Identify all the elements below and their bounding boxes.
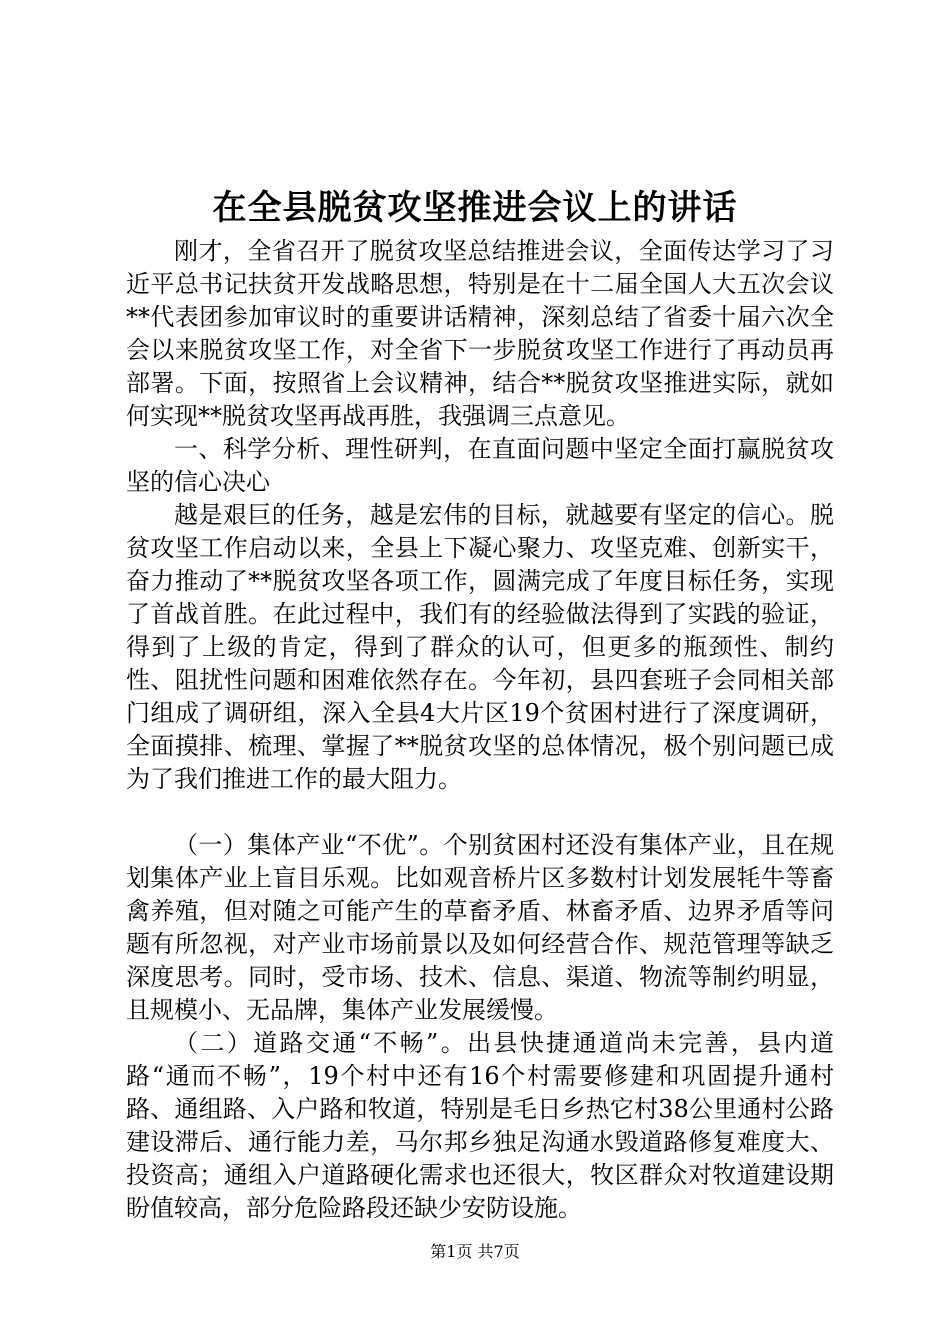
paragraph-intro: 刚才，全省召开了脱贫攻坚总结推进会议，全面传达学习了习近平总书记扶贫开发战略思想，特别是在十二届全国人大五次会议**代表团参加审议时的重要讲话精神，深刻总结了省委十届六次全会以来脱贫攻坚工作，对全省下一步脱贫攻坚工作进行了再动员再部署。下面，按照省上会议精神，结合**脱贫攻坚推进实际，就如何实现**脱贫攻坚再战再胜，我强调三点意见。	[126, 237, 834, 430]
document-title: 在全县脱贫攻坚推进会议上的讲话	[212, 188, 738, 228]
paragraph-road-traffic: （二）道路交通“不畅”。出县快捷通道尚未完善，县内道路“通而不畅”，19个村中还有16个村需要修建和巩固提升通村路、通组路、入户路和牧道，特别是毛日乡热它村38公里通村公路建设滞后、通行能力差，马尔邦乡独足沟通水毁道路修复难度大、投资高；通组入户道路硬化需求也还很大，牧区群众对牧道建设期盼值较高，部分危险路段还缺少安防设施。	[126, 1029, 834, 1222]
paragraph-confidence: 越是艰巨的任务，越是宏伟的目标，就越要有坚定的信心。脱贫攻坚工作启动以来，全县上下凝心聚力、攻坚克难、创新实干，奋力推动了**脱贫攻坚各项工作，圆满完成了年度目标任务，实现了首战首胜。在此过程中，我们有的经验做法得到了实践的验证，得到了上级的肯定，得到了群众的认可，但更多的瓶颈性、制约性、阻扰性问题和困难依然存在。今年初，县四套班子会同相关部门组成了调研组，深入全县4大片区19个贫困村进行了深度调研，全面摸排、梳理、掌握了**脱贫攻坚的总体情况，极个别问题已成为了我们推进工作的最大阻力。	[126, 501, 834, 793]
paragraph-collective-industry: （一）集体产业“不优”。个别贫困村还没有集体产业，且在规划集体产业上盲目乐观。比如观音桥片区多数村计划发展牦牛等畜禽养殖，但对随之可能产生的草畜矛盾、林畜矛盾、边界矛盾等问题有所忽视，对产业市场前景以及如何经营合作、规范管理等缺乏深度思考。同时，受市场、技术、信息、渠道、物流等制约明显，且规模小、无品牌，集体产业发展缓慢。	[126, 831, 834, 1024]
page-number-footer: 第1页 共7页	[430, 1242, 520, 1261]
document-body	[126, 235, 834, 1225]
section-heading-1: 一、科学分析、理性研判，在直面问题中坚定全面打赢脱贫攻坚的信心决心	[126, 435, 834, 496]
